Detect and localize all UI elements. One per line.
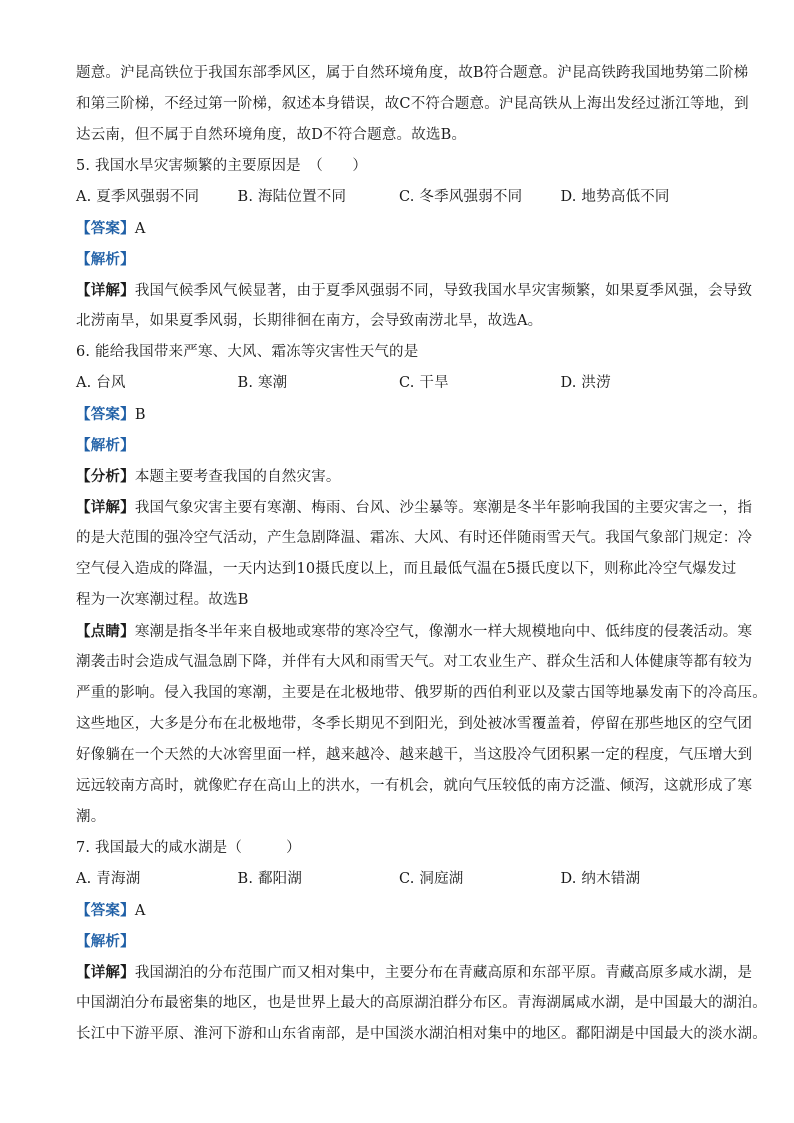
detail-tag: 【详解】	[76, 964, 135, 981]
q6-note-line-2: 潮袭击时会造成气温急剧下降，并伴有大风和雨雪天气。对工农业生产、群众生活和人体健康等都有较为	[76, 654, 753, 670]
q5-analysis	[76, 244, 722, 275]
q6-option-a: A. 台风	[76, 375, 126, 391]
q6-note-line-4: 这些地区，大多是分布在北极地带，冬季长期见不到阳光，到处被冰雪覆盖着，停留在那些地区的空气团	[76, 716, 753, 732]
q7-analysis	[76, 926, 722, 957]
q7-detail-line-3: 长江中下游平原、淮河下游和山东省南部，是中国淡水湖泊相对集中的地区。鄱阳湖是中国最大的淡水湖。	[76, 1026, 767, 1042]
analysis-tag: 【解析】	[76, 251, 135, 268]
q6-note-line-1	[76, 616, 753, 647]
fenxi-tag: 【分析】	[76, 468, 135, 485]
note-tag: 【点睛】	[76, 623, 135, 640]
q4-explanation-line-3: 达云南，但不属于自然环境角度，故D不符合题意。故选B。	[76, 127, 467, 143]
q6-fenxi	[76, 461, 722, 492]
q7-option-c: C. 洞庭湖	[399, 871, 464, 887]
detail-text: 我国气候季风气候显著，由于夏季风强弱不同，导致我国水旱灾害频繁，如果夏季风强，会导致	[134, 283, 753, 299]
answer-tag: 【答案】	[76, 902, 135, 919]
q4-explanation-line-2: 和第三阶梯，不经过第一阶梯，叙述本身错误，故C不符合题意。沪昆高铁从上海出发经过浙江等地，到	[76, 96, 749, 112]
analysis-tag: 【解析】	[76, 437, 135, 454]
q6-note-line-6: 远远较南方高时，就像贮存在高山上的洪水，一有机会，就向气压较低的南方泛滥、倾泻，这就形成了寒	[76, 778, 753, 794]
q6-option-c: C. 干旱	[399, 375, 449, 391]
q5-options	[76, 182, 722, 213]
answer-value: A	[134, 903, 146, 919]
q6-note-line-7: 潮。	[76, 809, 106, 825]
q5-option-b: B. 海陆位置不同	[237, 189, 347, 205]
detail-text: 我国气象灾害主要有寒潮、梅雨、台风、沙尘暴等。寒潮是冬半年影响我国的主要灾害之一，指	[134, 500, 753, 516]
q4-explanation-line-1: 题意。沪昆高铁位于我国东部季风区，属于自然环境角度，故B符合题意。沪昆高铁跨我国地势第二阶梯	[76, 65, 749, 81]
answer-value: A	[134, 221, 146, 237]
q7-answer	[76, 895, 722, 926]
document-page	[76, 58, 767, 1050]
q7-option-b: B. 鄱阳湖	[237, 871, 303, 887]
q5-detail-line-1	[76, 275, 753, 306]
q5-option-c: C. 冬季风强弱不同	[399, 189, 523, 205]
answer-value: B	[134, 407, 146, 423]
q6-note-line-3: 严重的影响。侵入我国的寒潮，主要是在北极地带、俄罗斯的西伯利亚以及蒙古国等地暴发南下的冷高压。	[76, 685, 767, 701]
q6-stem: 6. 能给我国带来严寒、大风、霜冻等灾害性天气的是	[76, 344, 419, 360]
answer-tag: 【答案】	[76, 406, 135, 423]
q7-stem: 7. 我国最大的咸水湖是（ ）	[76, 840, 301, 856]
q7-option-d: D. 纳木错湖	[560, 871, 641, 887]
q6-detail-line-2: 的是大范围的强冷空气活动，产生急剧降温、霜冻、大风、有时还伴随雨雪天气。我国气象部门规定：冷	[76, 530, 753, 546]
q6-detail-line-3: 空气侵入造成的降温，一天内达到10摄氏度以上，而且最低气温在5摄氏度以下，则称此冷空气爆发过	[76, 561, 737, 577]
q5-stem: 5. 我国水旱灾害频繁的主要原因是 （ ）	[76, 158, 368, 174]
q6-note-line-5: 好像躺在一个天然的大冰窖里面一样，越来越冷、越来越干，当这股冷气团积累一定的程度，气压增大到	[76, 747, 753, 763]
q5-option-d: D. 地势高低不同	[560, 189, 670, 205]
q6-answer	[76, 399, 722, 430]
analysis-tag: 【解析】	[76, 933, 135, 950]
q7-detail-line-1	[76, 957, 753, 988]
q6-detail-line-1	[76, 492, 753, 523]
q7-option-a: A. 青海湖	[76, 871, 141, 887]
fenxi-text: 本题主要考查我国的自然灾害。	[134, 469, 341, 485]
detail-text: 我国湖泊的分布范围广而又相对集中，主要分布在青藏高原和东部平原。青藏高原多咸水湖，是	[134, 965, 753, 981]
q5-answer	[76, 213, 722, 244]
note-text: 寒潮是指冬半年来自极地或寒带的寒冷空气，像潮水一样大规模地向中、低纬度的侵袭活动。寒	[134, 624, 753, 640]
q6-detail-line-4: 程为一次寒潮过程。故选B	[76, 592, 249, 608]
detail-tag: 【详解】	[76, 282, 135, 299]
q5-detail-line-2: 北涝南旱，如果夏季风弱，长期徘徊在南方，会导致南涝北旱，故选A。	[76, 313, 543, 329]
q7-options	[76, 864, 722, 895]
detail-tag: 【详解】	[76, 499, 135, 516]
q6-options	[76, 368, 722, 399]
q6-analysis	[76, 430, 722, 461]
q7-detail-line-2: 中国湖泊分布最密集的地区，也是世界上最大的高原湖泊群分布区。青海湖属咸水湖，是中国最大的湖泊。	[76, 995, 767, 1011]
q6-option-b: B. 寒潮	[237, 375, 288, 391]
answer-tag: 【答案】	[76, 220, 135, 237]
q5-option-a: A. 夏季风强弱不同	[76, 189, 200, 205]
q6-option-d: D. 洪涝	[560, 375, 611, 391]
